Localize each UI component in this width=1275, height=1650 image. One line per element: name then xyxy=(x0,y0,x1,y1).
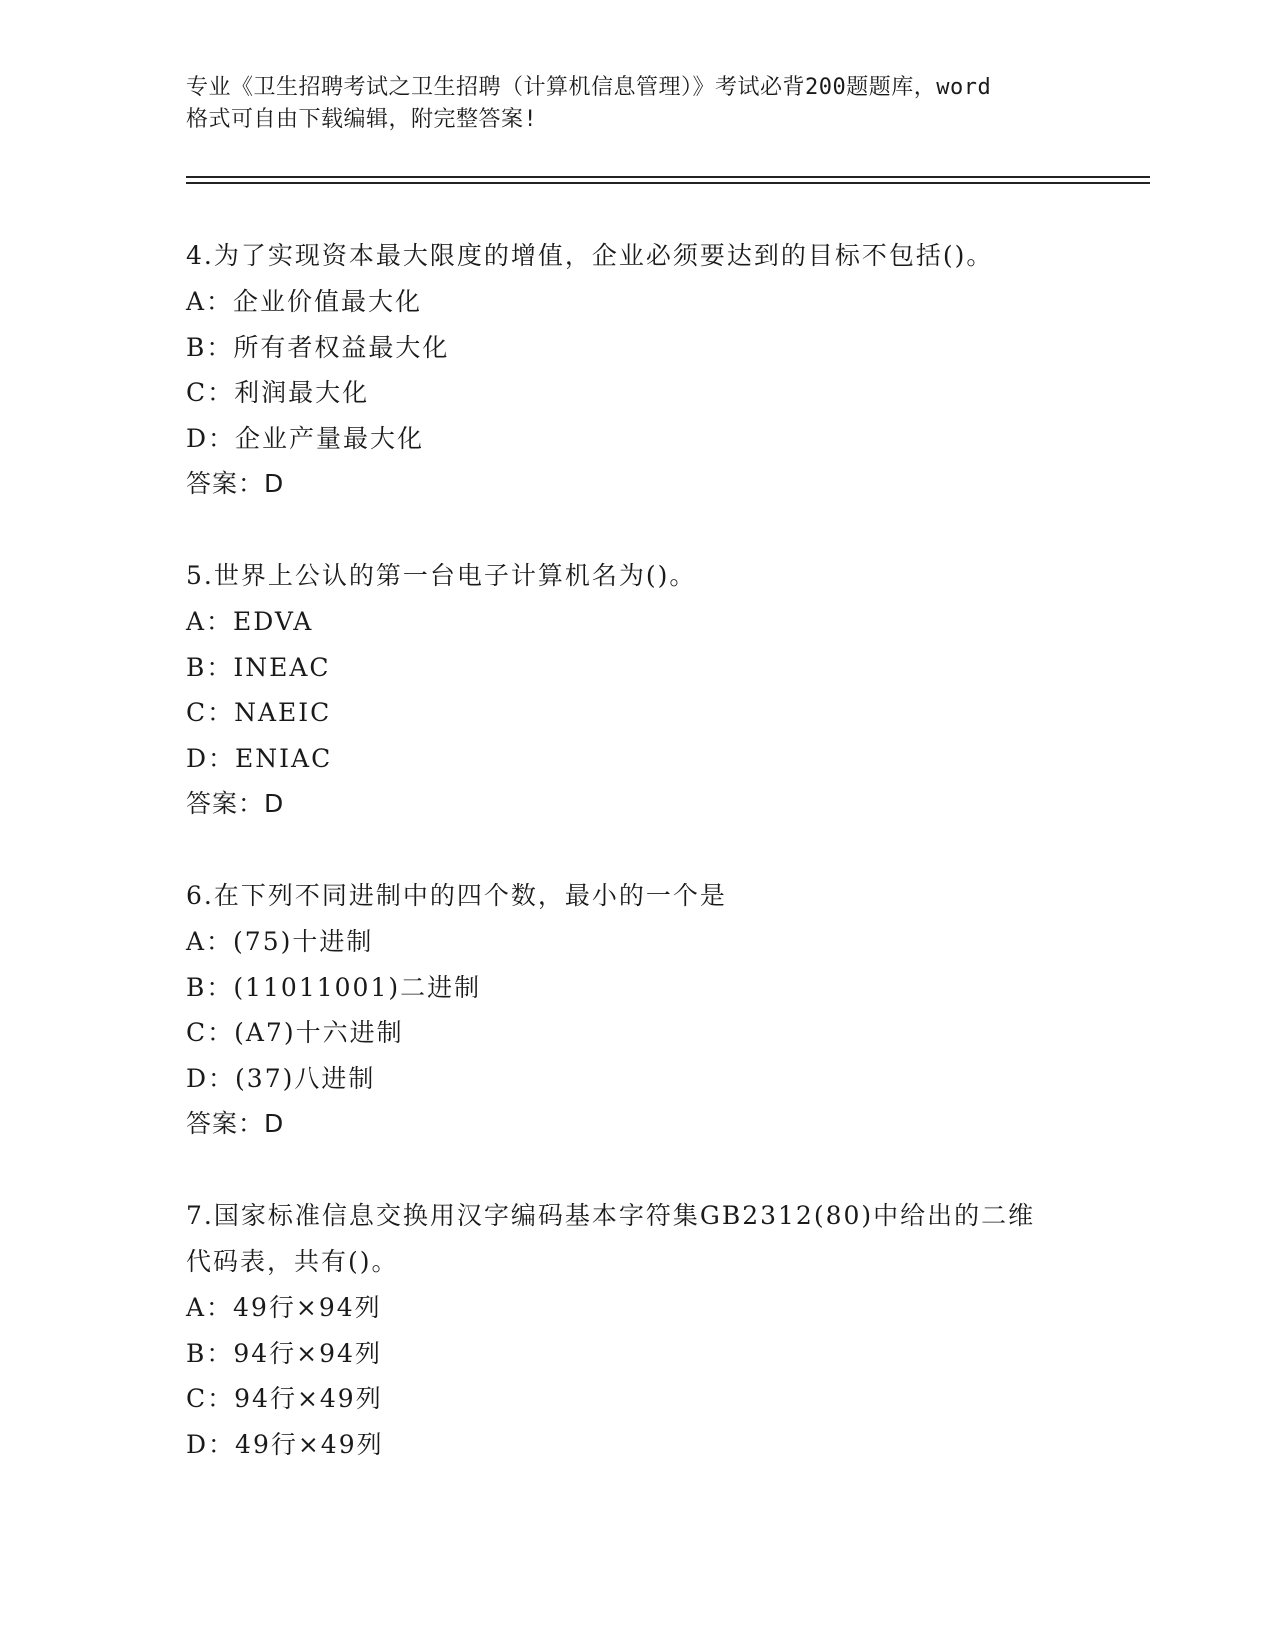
option-a: A：EDVA xyxy=(186,607,314,636)
question-stem: 5.世界上公认的第一台电子计算机名为()。 xyxy=(186,561,697,590)
question-stem-line-1: 7.国家标准信息交换用汉字编码基本字符集GB2312(80)中给出的二维 xyxy=(186,1201,1036,1230)
header-divider-bottom xyxy=(186,182,1150,184)
header-line-1: 专业《卫生招聘考试之卫生招聘（计算机信息管理）》考试必背200题题库，word xyxy=(186,75,992,100)
option-b: B：INEAC xyxy=(186,652,331,682)
question-stem-line-2: 代码表，共有()。 xyxy=(186,1247,399,1276)
question-stem: 6.在下列不同进制中的四个数，最小的一个是 xyxy=(186,881,727,910)
option-c: C：利润最大化 xyxy=(186,378,370,407)
question-6 xyxy=(186,873,1086,1147)
option-d: D：(37)八进制 xyxy=(186,1063,376,1093)
question-7 xyxy=(186,1193,1086,1467)
option-c: C：(A7)十六进制 xyxy=(186,1018,404,1047)
answer-line: 答案：D xyxy=(186,789,285,818)
question-5 xyxy=(186,553,1086,827)
document-header xyxy=(186,72,1086,136)
option-a: A：49行×94列 xyxy=(186,1293,382,1322)
option-d: D：ENIAC xyxy=(186,743,333,773)
header-divider-top xyxy=(186,176,1150,178)
option-b: B：所有者权益最大化 xyxy=(186,332,450,362)
option-d: D：49行×49列 xyxy=(186,1429,384,1459)
option-b: B：94行×94列 xyxy=(186,1338,382,1368)
option-b: B：(11011001)二进制 xyxy=(186,972,482,1002)
answer-line: 答案：D xyxy=(186,1109,285,1138)
answer-line: 答案：D xyxy=(186,469,285,498)
option-a: A：企业价值最大化 xyxy=(186,287,423,316)
option-c: C：94行×49列 xyxy=(186,1384,383,1413)
option-d: D：企业产量最大化 xyxy=(186,423,425,453)
option-a: A：(75)十进制 xyxy=(186,927,374,956)
header-line-2: 格式可自由下载编辑，附完整答案! xyxy=(186,107,538,132)
option-c: C：NAEIC xyxy=(186,698,332,727)
question-stem: 4.为了实现资本最大限度的增值，企业必须要达到的目标不包括()。 xyxy=(186,241,994,270)
question-4 xyxy=(186,233,1086,507)
